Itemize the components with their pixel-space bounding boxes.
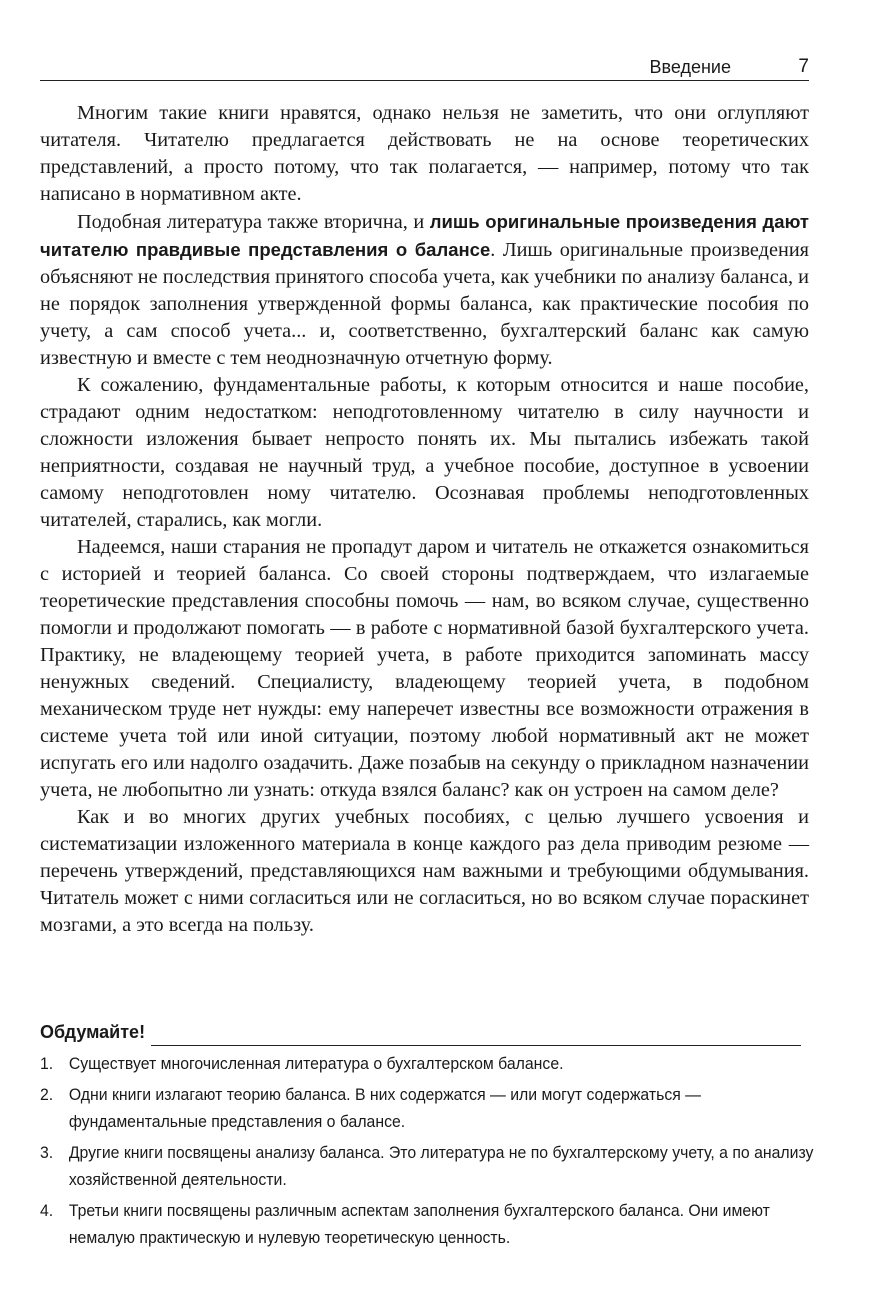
think-item-number: 1. (40, 1054, 54, 1073)
think-list (40, 1050, 814, 1251)
paragraph-2 (40, 208, 809, 372)
think-item-text: Третьи книги посвящены различным аспектам заполнения бухгалтерского баланса. Они имеют немалую практическую и нулевую теоретическую ценность. (68, 1201, 770, 1247)
think-box (40, 1018, 814, 1255)
think-item (40, 1081, 834, 1135)
section-title: Введение (649, 57, 731, 77)
think-item-text: Существует многочисленная литература о бухгалтерском балансе. (68, 1054, 564, 1073)
think-item-text: Другие книги посвящены анализу баланса. Это литература не по бухгалтерскому учету, а по анализу хозяйственной деятельности. (68, 1143, 814, 1189)
think-title-rule (151, 1025, 801, 1046)
think-item-number: 4. (40, 1201, 54, 1220)
paragraph-3: К сожалению, фундаментальные работы, к которым относится и наше пособие, страдают одним недостатком: неподготовленному читателю в силу научности и сложности изложения бывает непросто понять их. Мы пытались избежать такой неприятности, создавая не научный труд, а учебное пособие, доступное в усвоении самому неподготовлен ному читателю. Осознавая проблемы неподготовленных читателей, старались, как могли. (40, 374, 809, 531)
paragraph-2-end: . Лишь оригинальные произведения объясняют не последствия принятого способа учета, как учебники по анализу баланса, и не порядок заполнения утвержденной формы баланса, как практические пособия по учету, а сам способ учета... и, соответственно, бухгалтерский баланс как самую известную и вместе с тем неоднозначную отчетную форму. (40, 239, 809, 369)
paragraph-5: Как и во многих других учебных пособиях, с целью лучшего усвоения и систематизации изложенного материала в конце каждого раз дела приводим резюме — перечень утверждений, представляющихся нам важными и требующими обдумывания. Читатель может с ними согласиться или не согласиться, но во всяком случае пораскинет мозгами, а это всегда на пользу. (40, 806, 809, 936)
think-item (40, 1139, 834, 1193)
paragraph-2-start: Подобная литература также вторична, и (77, 211, 430, 233)
page-number: 7 (798, 56, 809, 77)
paragraph-1: Многим такие книги нравятся, однако нельзя не заметить, что они оглупляют читателя. Читателю предлагается действовать не на основе теоретических представлений, а просто потому, что так полагается, — например, потому что так написано в нормативном акте. (40, 102, 809, 205)
think-heading (40, 1018, 809, 1046)
think-item-number: 2. (40, 1085, 54, 1104)
think-title: Обдумайте! (40, 1022, 146, 1042)
running-header (40, 52, 809, 81)
paragraph-2-emphasis: лишь оригинальные произведения дают читателю правдивые представления о балансе (40, 211, 809, 260)
main-text (40, 100, 809, 939)
think-item-number: 3. (40, 1143, 54, 1162)
paragraph-4: Надеемся, наши старания не пропадут даром и читатель не откажется ознакомиться с историей и теорией баланса. Со своей стороны подтверждаем, что излагаемые теоретические представления способны помочь — нам, во всяком случае, существенно помогли и продолжают помогать — в работе с нормативной базой бухгалтерского учета. Практику, не владеющему теорией учета, в работе приходится запоминать массу ненужных сведений. Специалисту, владеющему теорией учета, в подобном механическом труде нет нужды: ему наперечет известны все возможности отражения в системе учета той или иной ситуации, поэтому любой нормативный акт не может испугать его или надолго озадачить. Даже позабыв на секунду о прикладном назначении учета, не любопытно ли узнать: откуда взялся баланс? как он устроен на самом деле? (40, 536, 809, 801)
think-item (40, 1050, 834, 1077)
think-item-text: Одни книги излагают теорию баланса. В них содержатся — или могут содержаться — фундаментальные представления о балансе. (68, 1085, 701, 1131)
think-item (40, 1197, 834, 1251)
